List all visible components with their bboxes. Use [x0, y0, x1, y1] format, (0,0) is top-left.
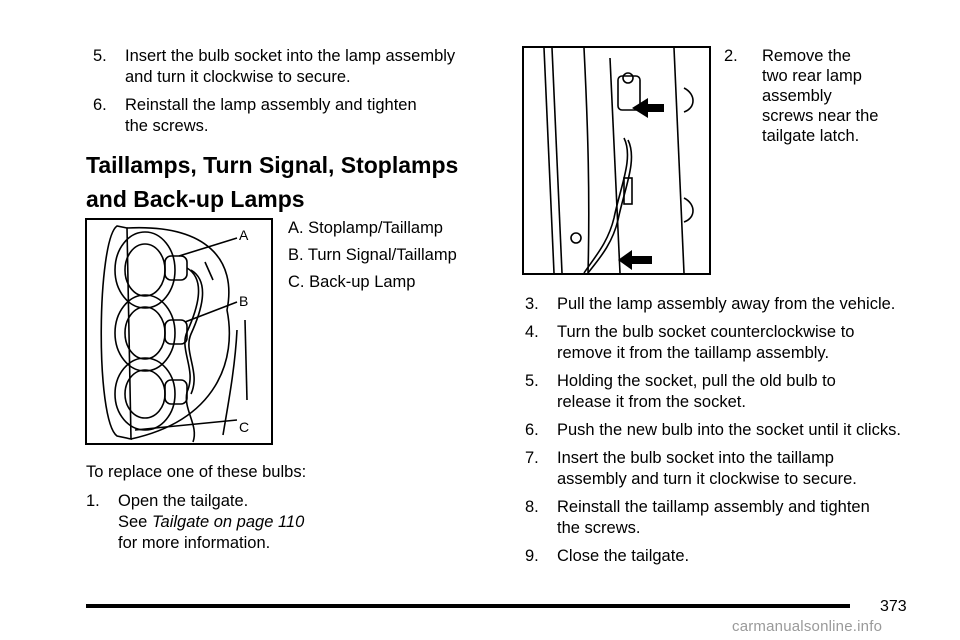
callout-b: B	[239, 293, 249, 309]
caption-c: C. Back-up Lamp	[288, 273, 416, 291]
watermark: carmanualsonline.info	[732, 618, 883, 635]
list-item: 8. Reinstall the taillamp assembly and tighten the screws.	[525, 498, 870, 537]
caption-b: B. Turn Signal/Taillamp	[288, 246, 457, 264]
list-item: 5. Holding the socket, pull the old bulb to release it from the socket.	[525, 372, 836, 411]
callout-a: A	[239, 227, 249, 243]
section-heading: Taillamps, Turn Signal, Stoplamps and Back-up Lamps	[86, 152, 459, 212]
step-2	[724, 46, 944, 153]
list-item: 1. Open the tailgate. See Tailgate on page 110 for more information.	[86, 492, 305, 552]
list-item: 7. Insert the bulb socket into the taillamp assembly and turn it clockwise to secure.	[525, 449, 857, 488]
procedure-intro: To replace one of these bulbs:	[86, 463, 307, 481]
tailgate-page-link[interactable]: Tailgate on page 110	[151, 513, 305, 531]
footer-rule	[86, 604, 850, 608]
step-1	[86, 491, 486, 561]
figure-captions	[288, 218, 488, 299]
list-item: 5. Insert the bulb socket into the lamp assembly and turn it clockwise to secure.	[93, 47, 456, 86]
list-item: 6. Reinstall the lamp assembly and tighten the screws.	[93, 96, 417, 135]
callout-c: C	[239, 419, 250, 435]
intro-steps	[93, 46, 503, 144]
taillamp-illustration	[87, 220, 271, 443]
list-item: 2. Remove the two rear lamp assembly screws near the tailgate latch.	[724, 47, 879, 145]
list-item: 3. Pull the lamp assembly away from the vehicle.	[525, 295, 896, 313]
list-item: 9. Close the tailgate.	[525, 547, 690, 565]
tailgate-screws-figure	[522, 46, 711, 275]
list-item: 4. Turn the bulb socket counterclockwise to remove it from the taillamp assembly.	[525, 323, 855, 362]
list-item: 6. Push the new bulb into the socket until it clicks.	[525, 421, 901, 439]
page-number: 373	[880, 598, 907, 615]
tailgate-illustration	[524, 48, 709, 273]
taillamp-figure	[85, 218, 273, 445]
right-steps	[525, 294, 950, 574]
caption-a: A. Stoplamp/Taillamp	[288, 219, 443, 237]
